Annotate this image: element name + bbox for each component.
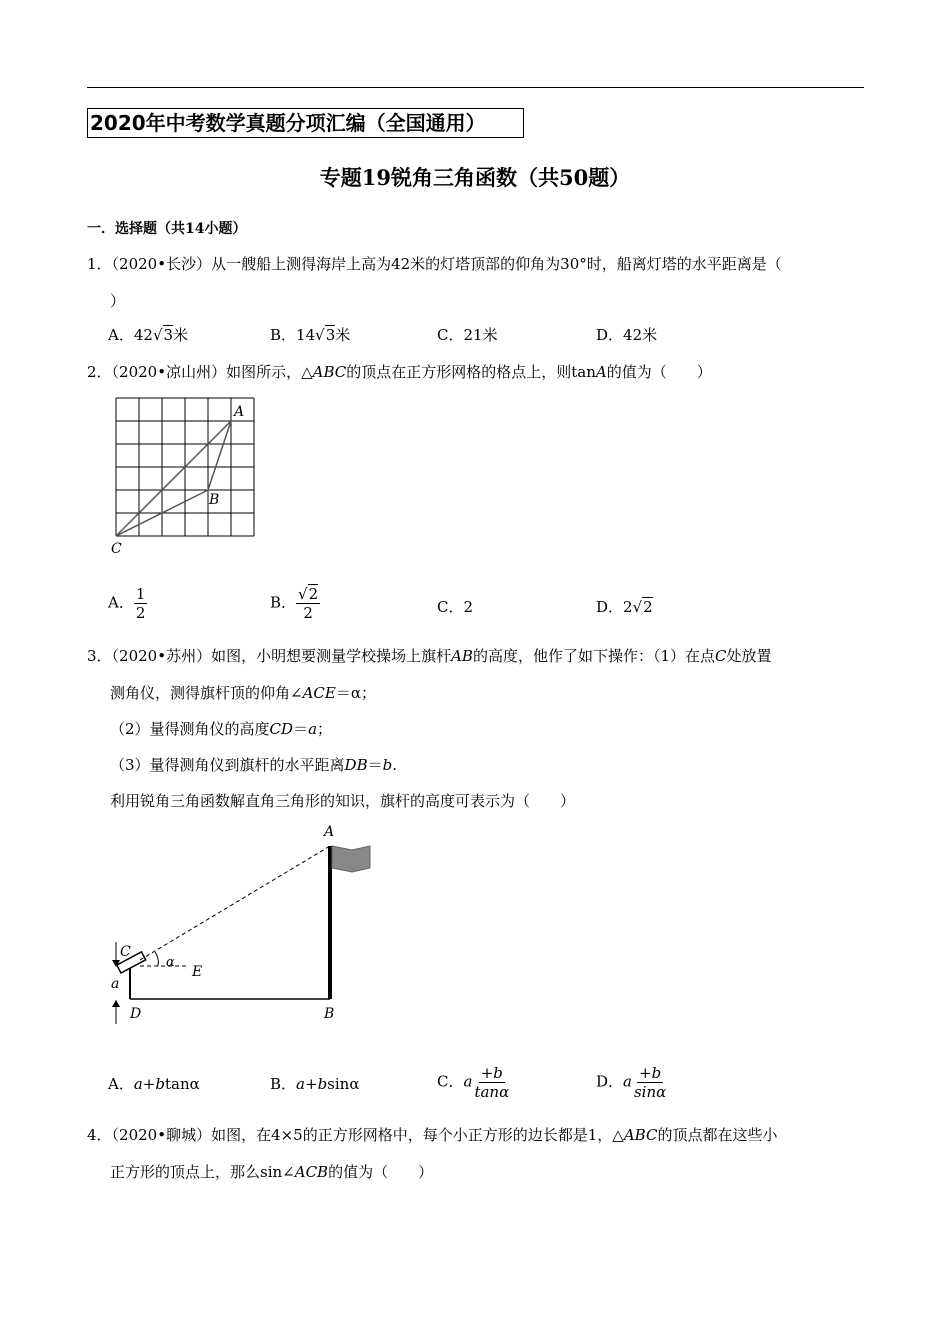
question-3: 3．（2020•苏州）如图，小明想要测量学校操场上旗杆AB的高度，他作了如下操作：（1）在点C处放置 (87, 647, 772, 665)
q2-option-c: C．2 (437, 598, 474, 616)
question-number: 1． (87, 255, 112, 273)
series-banner: 2020年中考数学真题分项汇编（全国通用） (87, 108, 524, 138)
question-1-close: ） (110, 292, 126, 310)
label-b: B (209, 492, 220, 508)
label-a: A (324, 824, 335, 840)
triangle-abc (116, 421, 231, 536)
label-alpha: α (166, 955, 175, 970)
q1-option-b: B．14√3米 (270, 326, 351, 344)
question-1 (87, 254, 782, 274)
angle-arc (155, 952, 158, 966)
q3-option-b: B．a+bsinα (270, 1075, 360, 1093)
question-2: 2．（2020•凉山州）如图所示，△ABC的顶点在正方形网格的格点上，则tanA的值为（ ） (87, 363, 712, 381)
question-3-line-2: 测角仪，测得旗杆顶的仰角∠ACE＝α； (110, 684, 376, 702)
label-c: C (111, 541, 122, 557)
arrow-head-up-icon (112, 1000, 120, 1007)
sqrt-sign: √ (632, 598, 643, 616)
q1-option-d: D．42米 (596, 326, 658, 344)
label-a: A (234, 404, 245, 420)
section-heading: 一．选择题（共14小题） (87, 221, 247, 237)
q1-option-c: C．21米 (437, 326, 498, 344)
flag-icon (332, 846, 370, 872)
question-4-line-2: 正方形的顶点上，那么sin∠ACB的值为（ ） (110, 1163, 434, 1181)
q2-option-d: D．2√2 (596, 598, 653, 616)
page-title: 专题19锐角三角函数（共50题） (319, 165, 631, 190)
q2-option-b: B． $\frac{√2}{2}$ (270, 585, 319, 622)
label-c: C (120, 944, 131, 960)
q3-option-d: D．a $\frac{+b}{\sin\alpha}$ (596, 1064, 667, 1101)
question-text: （2020•长沙）从一艘船上测得海岸上高为42米的灯塔顶部的仰角为30°时，船离灯塔的水平距离是（ (111, 255, 782, 273)
label-b: B (324, 1006, 335, 1022)
question-4: 4．（2020•聊城）如图，在4×5的正方形网格中，每个小正方形的边长都是1，△ABC的顶点都在这些小 (87, 1126, 778, 1144)
top-rule (87, 87, 864, 88)
question-3-line-4: （3）量得测角仪到旗杆的水平距离DB＝b. (110, 756, 398, 774)
q3-flagpole-figure (100, 820, 390, 1030)
q1-option-a: A．42√3米 (108, 326, 189, 344)
question-3-line-3: （2）量得测角仪的高度CD＝a； (110, 720, 333, 738)
sqrt-sign: √ (315, 326, 325, 344)
label-d: D (130, 1006, 142, 1022)
label-e: E (192, 964, 203, 980)
q3-option-a: A．a+btanα (108, 1075, 200, 1093)
q2-option-a: A． $\frac{1}{2}$ (108, 585, 146, 622)
q3-option-c: C．a $\frac{+b}{\tan\alpha}$ (437, 1064, 510, 1101)
q2-grid-figure (108, 392, 268, 558)
sight-line-ca (140, 846, 330, 960)
sqrt-sign: √ (152, 326, 163, 344)
label-height-a: a (111, 976, 120, 992)
sqrt-sign: √ (298, 585, 308, 603)
question-3-line-5: 利用锐角三角函数解直角三角形的知识，旗杆的高度可表示为（ ） (110, 792, 576, 810)
